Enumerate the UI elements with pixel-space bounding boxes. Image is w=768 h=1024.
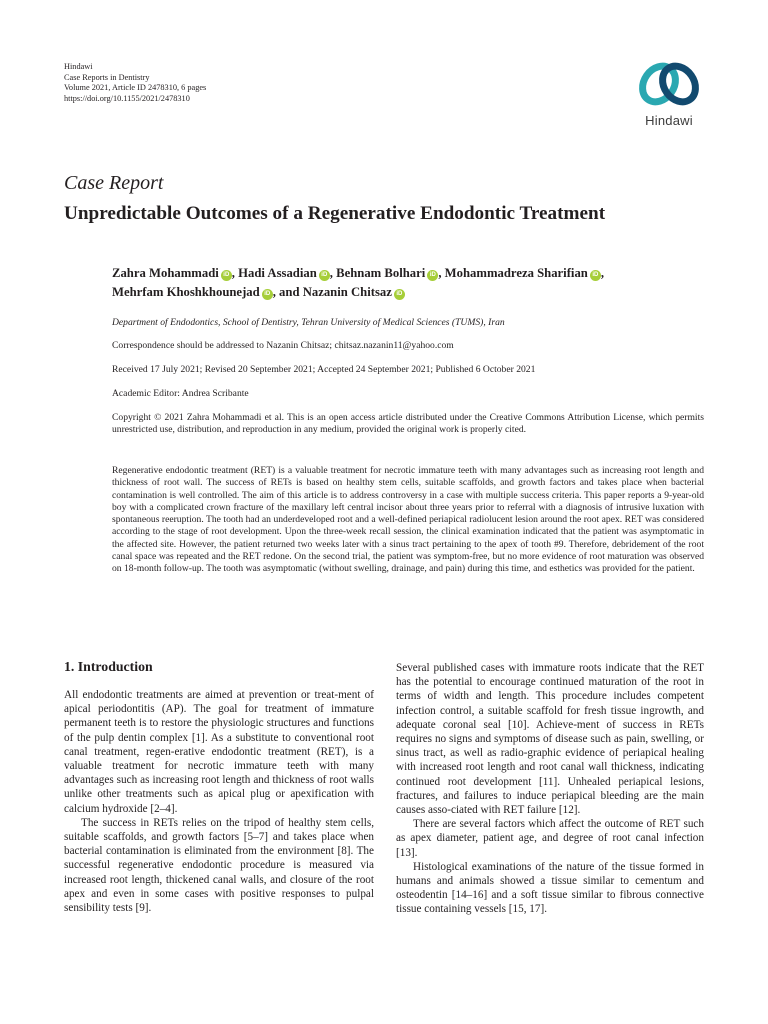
orcid-icon[interactable]: iD bbox=[221, 270, 232, 281]
author-separator: , bbox=[438, 266, 445, 280]
author-name: Mohammadreza Sharifian bbox=[444, 266, 588, 280]
orcid-icon[interactable]: iD bbox=[427, 270, 438, 281]
abstract: Regenerative endodontic treatment (RET) is a valuable treatment for necrotic immature teeth with many advantages such as increasing root length and thickness of root wall. The success of RETs is based on healthy stem cells, suitable scaffolds, and growth factors and takes place when bacterial contamination is well controlled. The aim of this article is to address controversy in a case with multiple success criteria. This paper reports a 9-year-old boy with a complicated crown fracture of the maxillary left central incisor about three years prior to referral with a diagnosis of intrusive luxation with spontaneous reeruption. The tooth had an underdeveloped root and a well-defined periapical radiolucent lesion around the root apex. RET was considered according to the stage of root development. Upon the three-week recall session, the clinical examination indicated that the patient was asymptomatic in the affected site. However, the patient returned two weeks later with a sinus tract pertaining to the apex of tooth #9. Therefore, debridement of the root canal space was repeated and the RET redone. On the second trial, the patient was symptom-free, but no more evidence of root maturation was observed on 18-month follow-up. The tooth was asymptomatic (without swelling, drainage, and pain) during this time, and esthetics was provided for the patient. bbox=[112, 465, 704, 574]
author-list bbox=[112, 264, 712, 302]
hindawi-logo bbox=[626, 60, 712, 136]
author-separator: , and bbox=[272, 285, 303, 299]
right-column bbox=[396, 661, 704, 917]
paragraph: The success in RETs relies on the tripod of healthy stem cells, suitable scaffolds, and growth factors [5–7] and takes place when bacterial contamination is eliminated from the environment [8]. The successful regenerative endodontic procedure is measured via increased root length, thickened canal walls, and closure of the root apex and even in some cases with positive responses to pulpal sensibility tests [9]. bbox=[64, 816, 374, 915]
author-name: Hadi Assadian bbox=[238, 266, 317, 280]
paragraph: There are several factors which affect the outcome of RET such as apex diameter, patient age, and degree of root canal infection [13]. bbox=[396, 818, 704, 859]
paragraph: Several published cases with immature roots indicate that the RET has the potential to encourage continued maturation of the root in terms of width and length. This procedure includes competent infection control, a suitable scaffold for fresh tissue ingrowth, and adequate coronal seal [10]. Achieve-ment of success in RETs requires no signs and symptoms of disease such as pain, swelling, or sinus tract, as well as radio-graphic evidence of periapical healing with increased root length and root canal wall thickness, indicating continued root development [11]. Unhealed periapical lesions, fractures, and failures to induce periapical bleeding are the main causes asso-ciated with RET failure [12]. bbox=[396, 662, 704, 817]
publisher-name: Hindawi bbox=[64, 62, 93, 71]
volume-info: Volume 2021, Article ID 2478310, 6 pages bbox=[64, 83, 207, 93]
affiliation: Department of Endodontics, School of Dentistry, Tehran University of Medical Sciences (TUMS), Iran bbox=[112, 317, 505, 328]
article-title: Unpredictable Outcomes of a Regenerative Endodontic Treatment bbox=[64, 203, 606, 224]
doi-link[interactable]: https://doi.org/10.1155/2021/2478310 bbox=[64, 93, 190, 103]
author-line-2 bbox=[112, 283, 712, 302]
article-type: Case Report bbox=[64, 172, 164, 194]
author-separator: , bbox=[329, 266, 337, 280]
author-name: Mehrfam Khoshkhounejad bbox=[112, 285, 260, 299]
author-line-1 bbox=[112, 264, 712, 283]
academic-editor: Academic Editor: Andrea Scribante bbox=[112, 388, 249, 399]
logo-wordmark: Hindawi bbox=[645, 113, 693, 128]
author-separator: , bbox=[600, 266, 605, 280]
journal-header bbox=[64, 62, 206, 104]
paragraph: All endodontic treatments are aimed at prevention or treat-ment of apical periodontitis (AP). The goal for treatment of immature permanent teeth is to restore the physiologic structures and functions of the pulp dentin complex [1]. As a substitute to conventional root canal treatment, regen-erative endodontic treatment (RET), is a valuable treatment for necrotic immature teeth with many advantages such as increasing root length and thickness of root walls unlike other treatments such as apical plug or apexification with calcium hydroxide [2–4]. bbox=[64, 689, 374, 815]
correspondence: Correspondence should be addressed to Nazanin Chitsaz; chitsaz.nazanin11@yahoo.com bbox=[112, 340, 454, 351]
paragraph: Histological examinations of the nature of the tissue formed in humans and animals showed a tissue similar to cementum and osteodentin [14–16] and a soft tissue similar to fibrous connective tissue containing vessels [15, 17]. bbox=[396, 860, 704, 916]
author-name: Zahra Mohammadi bbox=[112, 266, 219, 280]
left-column bbox=[64, 688, 374, 915]
orcid-icon[interactable]: iD bbox=[590, 270, 601, 281]
author-separator: , bbox=[231, 266, 239, 280]
orcid-icon[interactable]: iD bbox=[262, 289, 273, 300]
section-heading: 1. Introduction bbox=[64, 659, 153, 674]
orcid-icon[interactable]: iD bbox=[319, 270, 330, 281]
author-name: Nazanin Chitsaz bbox=[302, 285, 392, 299]
hindawi-logo-icon bbox=[626, 60, 712, 116]
journal-name: Case Reports in Dentistry bbox=[64, 72, 150, 82]
copyright-notice: Copyright © 2021 Zahra Mohammadi et al. This is an open access article distributed under the Creative Commons Attribution License, which permits unrestricted use, distribution, and reproduction in any medium, provided the original work is properly cited. bbox=[112, 412, 704, 435]
orcid-icon[interactable]: iD bbox=[394, 289, 405, 300]
article-dates: Received 17 July 2021; Revised 20 September 2021; Accepted 24 September 2021; Published 6 October 2021 bbox=[112, 364, 536, 375]
author-name: Behnam Bolhari bbox=[336, 266, 426, 280]
